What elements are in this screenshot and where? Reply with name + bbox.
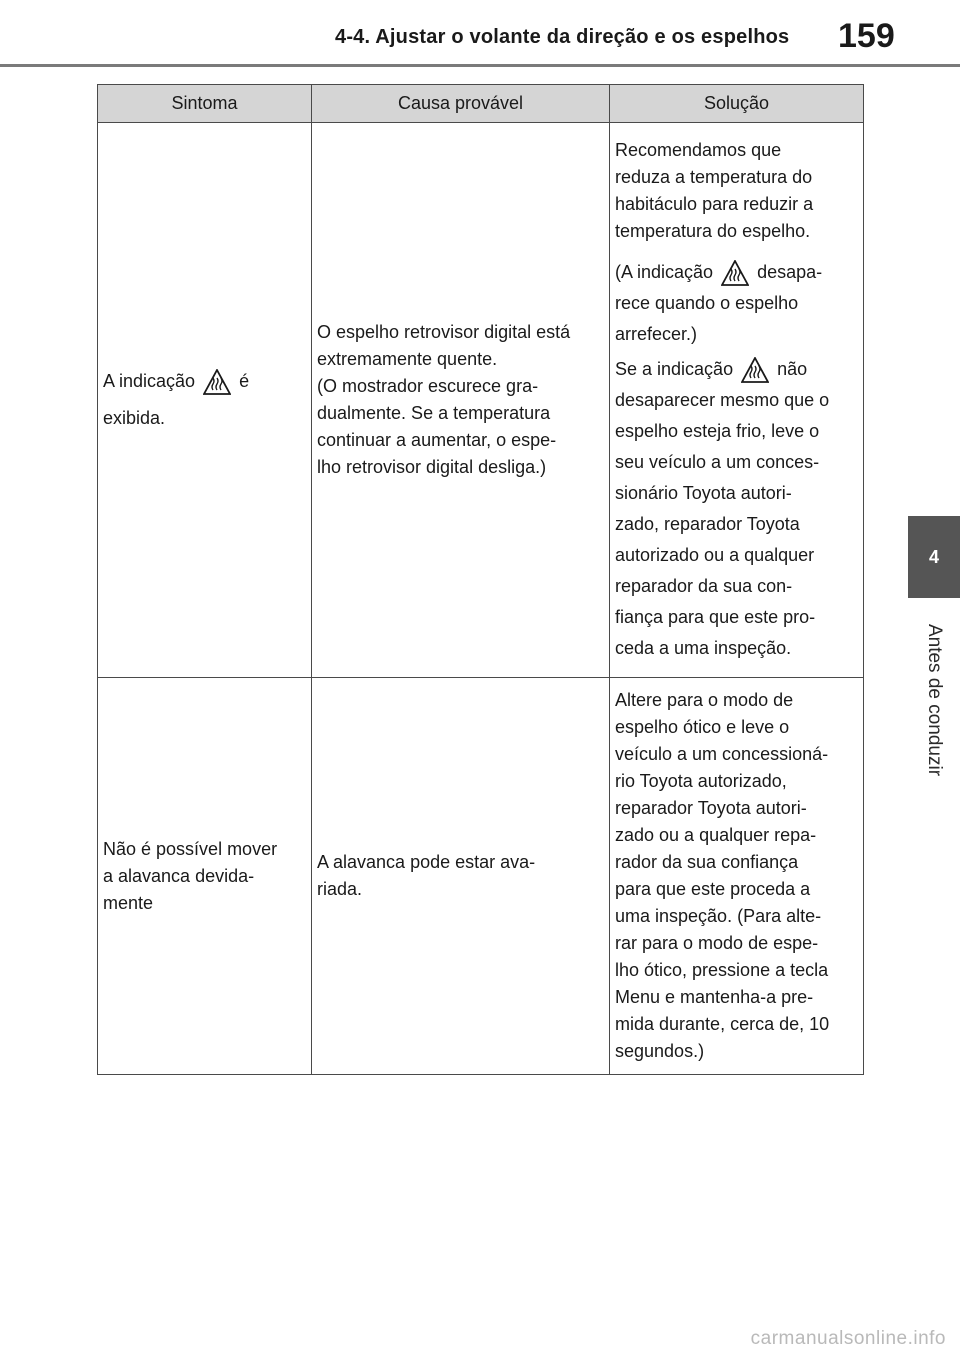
solution-line: fiança para que este pro-: [615, 606, 816, 627]
symptom-line: [103, 366, 306, 397]
solution-line: [615, 257, 858, 288]
solution-line: arrefecer.): [615, 323, 698, 344]
symptom-cell: [98, 123, 312, 678]
cause-cell: [312, 678, 610, 1075]
solution-line: seu veículo a um conces-: [615, 451, 820, 472]
solution-line: mida durante, cerca de, 10: [615, 1014, 830, 1034]
symptom-text: A indicação: [103, 371, 196, 391]
cause-line: riada.: [317, 879, 363, 899]
solution-text: Se a indicação: [615, 358, 734, 379]
solution-line: lho ótico, pressione a tecla: [615, 960, 829, 980]
solution-line: segundos.): [615, 1041, 705, 1061]
header-cause: Causa provável: [312, 85, 610, 123]
symptom-line: mente: [103, 892, 154, 913]
cause-line: extremamente quente.: [317, 349, 498, 369]
solution-cell: [610, 678, 864, 1075]
solution-line: para que este proceda a: [615, 879, 811, 899]
solution-line: Recomendamos que: [615, 139, 782, 160]
table-row: [98, 123, 864, 678]
cause-line: continuar a aumentar, o espe-: [317, 430, 557, 450]
symptom-cell: [98, 678, 312, 1075]
solution-line: zado, reparador Toyota: [615, 513, 800, 534]
solution-line: uma inspeção. (Para alte-: [615, 906, 822, 926]
symptom-text: é: [239, 371, 250, 391]
solution-line: reduza a temperatura do: [615, 166, 813, 187]
solution-line: Menu e mantenha-a pre-: [615, 987, 814, 1007]
table-header-row: [98, 85, 864, 123]
solution-line: rar para o modo de espe-: [615, 933, 819, 953]
solution-line: veículo a um concessioná-: [615, 744, 829, 764]
solution-text: desapa-: [757, 261, 823, 282]
cause-line: A alavanca pode estar ava-: [317, 852, 536, 872]
solution-line: Altere para o modo de: [615, 690, 794, 710]
solution-line: rador da sua confiança: [615, 852, 799, 872]
solution-line: ceda a uma inspeção.: [615, 637, 792, 658]
mirror-heat-warning-icon: [741, 357, 769, 383]
symptom-line: exibida.: [103, 408, 166, 428]
solution-line: espelho esteja frio, leve o: [615, 420, 820, 441]
mirror-heat-warning-icon: [203, 369, 231, 395]
cause-line: O espelho retrovisor digital está: [317, 322, 571, 342]
header-solution: Solução: [610, 85, 864, 123]
cause-line: dualmente. Se a temperatura: [317, 403, 551, 423]
solution-line: [615, 354, 858, 385]
symptom-line: a alavanca devida-: [103, 865, 255, 886]
solution-line: reparador da sua con-: [615, 575, 793, 596]
cause-line: lho retrovisor digital desliga.): [317, 457, 547, 477]
solution-line: rio Toyota autorizado,: [615, 771, 787, 791]
mirror-heat-warning-icon: [721, 260, 749, 286]
solution-line: zado ou a qualquer repa-: [615, 825, 817, 845]
watermark: carmanualsonline.info: [750, 1328, 946, 1349]
chapter-number: 4: [928, 546, 939, 567]
table-row: [98, 678, 864, 1075]
header-symptom: Sintoma: [98, 85, 312, 123]
symptom-line: Não é possível mover: [103, 838, 278, 859]
solution-line: rece quando o espelho: [615, 292, 799, 313]
solution-text: (A indicação: [615, 261, 714, 282]
solution-line: desaparecer mesmo que o: [615, 389, 830, 410]
solution-line: sionário Toyota autori-: [615, 482, 792, 503]
cause-line: (O mostrador escurece gra-: [317, 376, 539, 396]
cause-cell: [312, 123, 610, 678]
section-title: 4-4. Ajustar o volante da direção e os espelhos: [335, 26, 790, 48]
solution-line: temperatura do espelho.: [615, 220, 811, 241]
troubleshooting-table: [97, 84, 864, 1075]
page-number: 159: [838, 17, 895, 55]
header-divider: [0, 64, 960, 67]
solution-text: não: [777, 358, 808, 379]
solution-line: espelho ótico e leve o: [615, 717, 790, 737]
solution-line: reparador Toyota autori-: [615, 798, 807, 818]
solution-line: habitáculo para reduzir a: [615, 193, 814, 214]
solution-cell: [610, 123, 864, 678]
chapter-tab: [908, 516, 960, 598]
chapter-label: Antes de conduzir: [924, 623, 945, 777]
solution-line: autorizado ou a qualquer: [615, 544, 815, 565]
